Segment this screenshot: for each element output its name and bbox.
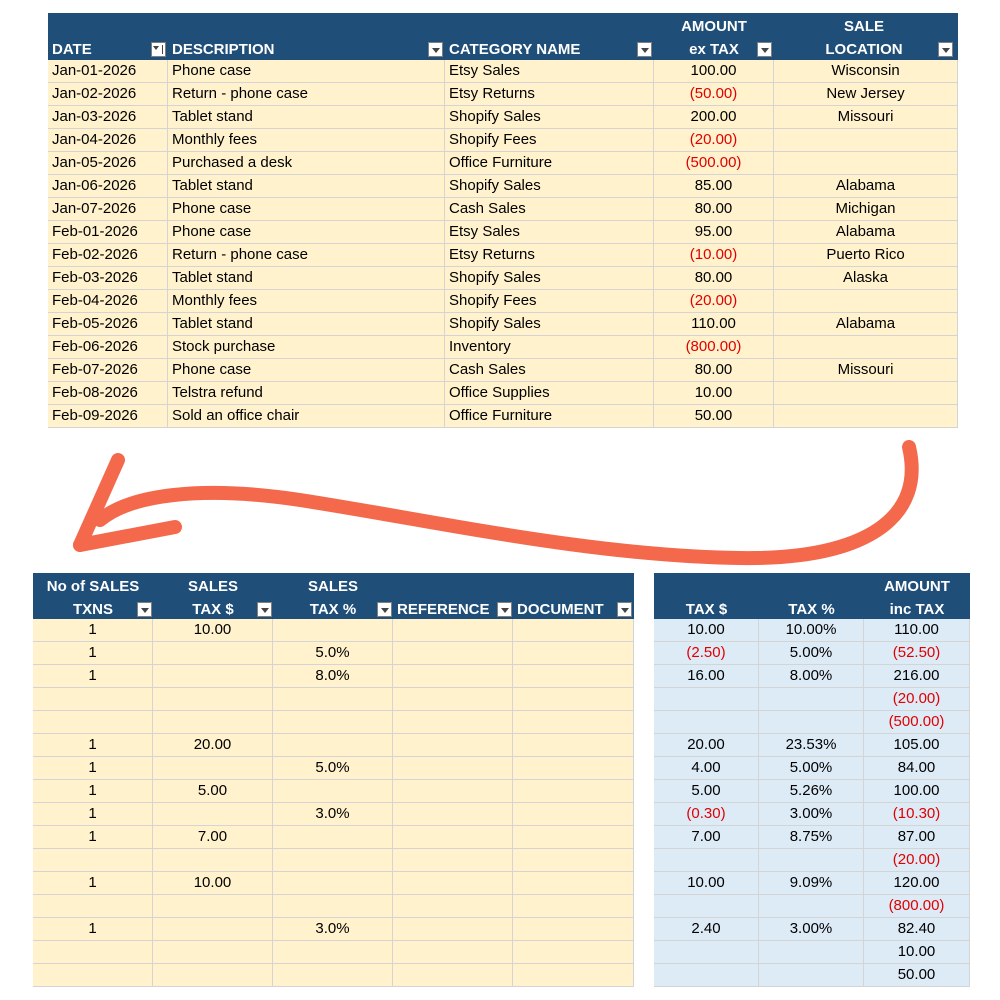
description-cell[interactable]: Monthly fees (168, 290, 445, 313)
sales-tax-dollar-cell[interactable] (153, 895, 273, 918)
table-row (654, 895, 970, 918)
sales-tax-percent-cell[interactable] (273, 826, 393, 849)
sales-txns-cell[interactable] (33, 688, 153, 711)
header-amount-inc-line1: AMOUNT (884, 578, 950, 595)
tax-percent-cell[interactable]: 10.00% (759, 619, 864, 642)
reference-cell[interactable] (393, 849, 513, 872)
sales-txns-cell[interactable]: 1 (33, 780, 153, 803)
table-row (33, 895, 634, 918)
amount-ex-tax-cell[interactable]: 200.00 (654, 106, 774, 129)
header-amount-inc-tax (864, 573, 970, 620)
document-cell[interactable] (513, 711, 634, 734)
amount-inc-tax-cell[interactable]: (20.00) (864, 849, 970, 872)
sales-tax-percent-cell[interactable] (273, 872, 393, 895)
amount-ex-tax-cell[interactable]: (20.00) (654, 129, 774, 152)
category-cell[interactable]: Cash Sales (445, 359, 654, 382)
date-cell[interactable]: Jan-07-2026 (48, 198, 168, 221)
category-cell[interactable]: Office Furniture (445, 405, 654, 428)
table-row (654, 941, 970, 964)
sales-txns-cell[interactable]: 1 (33, 665, 153, 688)
tax-percent-cell[interactable] (759, 688, 864, 711)
sale-location-cell[interactable]: Missouri (774, 106, 958, 129)
sales-tax-percent-cell[interactable] (273, 734, 393, 757)
amount-ex-tax-cell[interactable]: (500.00) (654, 152, 774, 175)
tax-percent-cell[interactable]: 9.09% (759, 872, 864, 895)
amount-ex-tax-cell[interactable]: 80.00 (654, 359, 774, 382)
tax-dollar-cell[interactable]: (2.50) (654, 642, 759, 665)
category-cell[interactable]: Shopify Sales (445, 175, 654, 198)
document-cell[interactable] (513, 826, 634, 849)
document-cell[interactable] (513, 619, 634, 642)
reference-cell[interactable] (393, 665, 513, 688)
tax-percent-cell[interactable]: 5.00% (759, 642, 864, 665)
header-tax-percent-label: TAX % (788, 601, 835, 618)
header-amount-line1: AMOUNT (681, 18, 747, 35)
sale-location-cell[interactable]: New Jersey (774, 83, 958, 106)
sales-tax-percent-cell[interactable]: 5.0% (273, 757, 393, 780)
document-cell[interactable] (513, 803, 634, 826)
category-cell[interactable]: Inventory (445, 336, 654, 359)
date-cell[interactable]: Feb-07-2026 (48, 359, 168, 382)
date-cell[interactable]: Feb-04-2026 (48, 290, 168, 313)
amount-ex-tax-cell[interactable]: 110.00 (654, 313, 774, 336)
table-row (33, 711, 634, 734)
description-cell[interactable]: Tablet stand (168, 106, 445, 129)
date-cell[interactable]: Jan-06-2026 (48, 175, 168, 198)
reference-cell[interactable] (393, 803, 513, 826)
amount-ex-tax-cell[interactable]: 95.00 (654, 221, 774, 244)
sales-tax-dollar-cell[interactable] (153, 964, 273, 987)
bottom-right-table-header (654, 573, 970, 620)
tax-percent-cell[interactable] (759, 964, 864, 987)
tax-dollar-cell[interactable] (654, 941, 759, 964)
sales-txns-cell[interactable]: 1 (33, 826, 153, 849)
sales-tax-percent-cell[interactable]: 3.0% (273, 918, 393, 941)
sales-tax-dollar-cell[interactable] (153, 665, 273, 688)
tax-percent-cell[interactable] (759, 849, 864, 872)
tax-dollar-cell[interactable] (654, 964, 759, 987)
filter-dropdown-icon[interactable] (617, 602, 632, 617)
sales-txns-cell[interactable]: 1 (33, 803, 153, 826)
description-cell[interactable]: Tablet stand (168, 175, 445, 198)
table-row (654, 780, 970, 803)
tax-percent-cell[interactable] (759, 895, 864, 918)
amount-ex-tax-cell[interactable]: 80.00 (654, 198, 774, 221)
header-category-label: CATEGORY NAME (449, 41, 581, 58)
sale-location-cell[interactable]: Michigan (774, 198, 958, 221)
tax-percent-cell[interactable]: 3.00% (759, 918, 864, 941)
table-row (33, 619, 634, 642)
sales-tax-percent-cell[interactable] (273, 964, 393, 987)
header-tax-dollar-label: TAX $ (685, 601, 728, 618)
sales-tax-dollar-cell[interactable] (153, 941, 273, 964)
table-row (33, 826, 634, 849)
tax-percent-cell[interactable]: 8.75% (759, 826, 864, 849)
category-cell[interactable]: Shopify Sales (445, 313, 654, 336)
table-row (33, 780, 634, 803)
table-row (33, 918, 634, 941)
description-cell[interactable]: Monthly fees (168, 129, 445, 152)
description-cell[interactable]: Purchased a desk (168, 152, 445, 175)
header-location-line1: SALE (843, 18, 884, 35)
amount-inc-tax-cell[interactable]: (20.00) (864, 688, 970, 711)
reference-cell[interactable] (393, 918, 513, 941)
date-cell[interactable]: Jan-03-2026 (48, 106, 168, 129)
description-cell[interactable]: Phone case (168, 60, 445, 83)
table-row (654, 688, 970, 711)
header-description-label: DESCRIPTION (172, 41, 275, 58)
date-cell[interactable]: Feb-06-2026 (48, 336, 168, 359)
date-cell[interactable]: Feb-02-2026 (48, 244, 168, 267)
amount-ex-tax-cell[interactable]: 85.00 (654, 175, 774, 198)
sales-tax-dollar-cell[interactable] (153, 642, 273, 665)
table-row (654, 803, 970, 826)
header-tax-percent (759, 573, 864, 620)
sale-location-cell[interactable]: Missouri (774, 359, 958, 382)
date-cell[interactable]: Jan-02-2026 (48, 83, 168, 106)
description-cell[interactable]: Return - phone case (168, 83, 445, 106)
sale-location-cell[interactable]: Alabama (774, 313, 958, 336)
date-cell[interactable]: Feb-08-2026 (48, 382, 168, 405)
sales-tax-dollar-cell[interactable]: 20.00 (153, 734, 273, 757)
table-row (654, 734, 970, 757)
sales-txns-cell[interactable]: 1 (33, 918, 153, 941)
reference-cell[interactable] (393, 872, 513, 895)
sales-tax-percent-cell[interactable] (273, 849, 393, 872)
category-cell[interactable]: Shopify Sales (445, 267, 654, 290)
reference-cell[interactable] (393, 711, 513, 734)
table-row (654, 918, 970, 941)
sales-tax-percent-cell[interactable]: 8.0% (273, 665, 393, 688)
reference-cell[interactable] (393, 619, 513, 642)
tax-percent-cell[interactable]: 3.00% (759, 803, 864, 826)
reference-cell[interactable] (393, 895, 513, 918)
amount-inc-tax-cell[interactable]: (10.30) (864, 803, 970, 826)
document-cell[interactable] (513, 780, 634, 803)
reference-cell[interactable] (393, 642, 513, 665)
sales-txns-cell[interactable] (33, 964, 153, 987)
category-cell[interactable]: Shopify Fees (445, 129, 654, 152)
header-reference-label: REFERENCE (397, 601, 490, 618)
tax-percent-cell[interactable] (759, 941, 864, 964)
date-cell[interactable]: Feb-01-2026 (48, 221, 168, 244)
amount-ex-tax-cell[interactable]: (50.00) (654, 83, 774, 106)
tax-percent-cell[interactable]: 5.00% (759, 757, 864, 780)
amount-ex-tax-cell[interactable]: 10.00 (654, 382, 774, 405)
document-cell[interactable] (513, 872, 634, 895)
table-row (33, 803, 634, 826)
amount-ex-tax-cell[interactable]: (800.00) (654, 336, 774, 359)
table-row (33, 849, 634, 872)
description-cell[interactable]: Sold an office chair (168, 405, 445, 428)
header-sales-tax-percent (273, 573, 393, 620)
description-cell[interactable]: Phone case (168, 198, 445, 221)
sales-tax-dollar-cell[interactable] (153, 757, 273, 780)
tax-dollar-cell[interactable] (654, 688, 759, 711)
filter-dropdown-icon[interactable] (257, 602, 272, 617)
table-row (654, 757, 970, 780)
table-row (33, 757, 634, 780)
document-cell[interactable] (513, 941, 634, 964)
category-cell[interactable]: Etsy Sales (445, 60, 654, 83)
document-cell[interactable] (513, 964, 634, 987)
amount-inc-tax-cell[interactable]: (800.00) (864, 895, 970, 918)
table-row (33, 941, 634, 964)
reference-cell[interactable] (393, 964, 513, 987)
sales-txns-cell[interactable]: 1 (33, 734, 153, 757)
sales-tax-percent-cell[interactable] (273, 895, 393, 918)
header-location-line2: LOCATION (825, 41, 903, 58)
sales-tax-dollar-cell[interactable] (153, 688, 273, 711)
header-tax-dollar (654, 573, 759, 620)
filter-dropdown-icon[interactable] (497, 602, 512, 617)
amount-ex-tax-cell[interactable]: 50.00 (654, 405, 774, 428)
amount-inc-tax-cell[interactable]: 10.00 (864, 941, 970, 964)
amount-inc-tax-cell[interactable]: (52.50) (864, 642, 970, 665)
sales-txns-cell[interactable]: 1 (33, 642, 153, 665)
tax-dollar-cell[interactable] (654, 895, 759, 918)
amount-inc-tax-cell[interactable]: 50.00 (864, 964, 970, 987)
table-row (33, 872, 634, 895)
sale-location-cell[interactable]: Puerto Rico (774, 244, 958, 267)
reference-cell[interactable] (393, 757, 513, 780)
tax-dollar-cell[interactable] (654, 711, 759, 734)
table-row (654, 849, 970, 872)
category-cell[interactable]: Etsy Returns (445, 244, 654, 267)
category-cell[interactable]: Etsy Sales (445, 221, 654, 244)
sales-txns-cell[interactable] (33, 895, 153, 918)
description-cell[interactable]: Telstra refund (168, 382, 445, 405)
header-amount-line2: ex TAX (689, 41, 739, 58)
table-row (654, 872, 970, 895)
sales-tax-percent-cell[interactable] (273, 688, 393, 711)
sales-tax-dollar-cell[interactable] (153, 711, 273, 734)
header-document (513, 573, 634, 620)
table-row (33, 734, 634, 757)
tax-dollar-cell[interactable]: 10.00 (654, 872, 759, 895)
header-txns-line2: TXNS (72, 601, 113, 618)
date-cell[interactable]: Jan-05-2026 (48, 152, 168, 175)
sales-txns-cell[interactable] (33, 941, 153, 964)
category-cell[interactable]: Cash Sales (445, 198, 654, 221)
reference-cell[interactable] (393, 780, 513, 803)
date-cell[interactable]: Feb-03-2026 (48, 267, 168, 290)
amount-inc-tax-cell[interactable]: 82.40 (864, 918, 970, 941)
filter-dropdown-icon[interactable] (137, 602, 152, 617)
table-row (654, 665, 970, 688)
tax-dollar-cell[interactable]: 7.00 (654, 826, 759, 849)
document-cell[interactable] (513, 642, 634, 665)
header-amount-inc-line2: inc TAX (889, 601, 945, 618)
description-cell[interactable]: Phone case (168, 221, 445, 244)
tax-dollar-cell[interactable]: (0.30) (654, 803, 759, 826)
header-sales-txns (33, 573, 153, 620)
reference-cell[interactable] (393, 941, 513, 964)
header-taxd-line2: TAX $ (192, 601, 234, 618)
header-document-label: DOCUMENT (517, 601, 604, 618)
sale-location-cell[interactable]: Alaska (774, 267, 958, 290)
sales-txns-cell[interactable]: 1 (33, 757, 153, 780)
document-cell[interactable] (513, 688, 634, 711)
sales-tax-dollar-cell[interactable] (153, 803, 273, 826)
tax-percent-cell[interactable]: 23.53% (759, 734, 864, 757)
tax-percent-cell[interactable] (759, 711, 864, 734)
sales-tax-dollar-cell[interactable]: 10.00 (153, 872, 273, 895)
table-row (654, 826, 970, 849)
sale-location-cell[interactable]: Alabama (774, 221, 958, 244)
tax-percent-cell[interactable]: 5.26% (759, 780, 864, 803)
amount-inc-tax-cell[interactable]: 87.00 (864, 826, 970, 849)
date-cell[interactable]: Jan-01-2026 (48, 60, 168, 83)
reference-cell[interactable] (393, 688, 513, 711)
description-cell[interactable]: Tablet stand (168, 313, 445, 336)
header-taxp-line2: TAX % (309, 601, 357, 618)
sales-tax-percent-cell[interactable] (273, 941, 393, 964)
sales-txns-cell[interactable]: 1 (33, 872, 153, 895)
sales-tax-dollar-cell[interactable] (153, 849, 273, 872)
table-row (33, 642, 634, 665)
filter-dropdown-icon[interactable] (377, 602, 392, 617)
table-row (33, 665, 634, 688)
description-cell[interactable]: Phone case (168, 359, 445, 382)
category-cell[interactable]: Office Supplies (445, 382, 654, 405)
tax-dollar-cell[interactable] (654, 849, 759, 872)
tax-dollar-cell[interactable]: 10.00 (654, 619, 759, 642)
date-cell[interactable]: Feb-05-2026 (48, 313, 168, 336)
document-cell[interactable] (513, 665, 634, 688)
category-cell[interactable]: Etsy Returns (445, 83, 654, 106)
table-row (654, 642, 970, 665)
header-reference (393, 573, 513, 620)
sales-tax-dollar-cell[interactable]: 7.00 (153, 826, 273, 849)
header-taxp-line1: SALES (307, 578, 358, 595)
table-row (33, 964, 634, 987)
amount-ex-tax-cell[interactable]: (10.00) (654, 244, 774, 267)
sales-tax-percent-cell[interactable] (273, 711, 393, 734)
sale-location-cell[interactable]: Wisconsin (774, 60, 958, 83)
header-taxd-line1: SALES (187, 578, 238, 595)
sales-txns-cell[interactable] (33, 849, 153, 872)
amount-inc-tax-cell[interactable]: 120.00 (864, 872, 970, 895)
document-cell[interactable] (513, 918, 634, 941)
sale-location-cell[interactable]: Alabama (774, 175, 958, 198)
tax-percent-cell[interactable]: 8.00% (759, 665, 864, 688)
bottom-left-table-header (33, 573, 634, 620)
document-cell[interactable] (513, 757, 634, 780)
amount-inc-tax-cell[interactable]: 216.00 (864, 665, 970, 688)
amount-inc-tax-cell[interactable]: (500.00) (864, 711, 970, 734)
tax-dollar-cell[interactable]: 2.40 (654, 918, 759, 941)
amount-inc-tax-cell[interactable]: 84.00 (864, 757, 970, 780)
date-cell[interactable]: Jan-04-2026 (48, 129, 168, 152)
sales-tax-percent-cell[interactable]: 5.0% (273, 642, 393, 665)
category-cell[interactable]: Shopify Fees (445, 290, 654, 313)
document-cell[interactable] (513, 849, 634, 872)
sales-tax-percent-cell[interactable] (273, 619, 393, 642)
tax-dollar-cell[interactable]: 16.00 (654, 665, 759, 688)
description-cell[interactable]: Stock purchase (168, 336, 445, 359)
description-cell[interactable]: Return - phone case (168, 244, 445, 267)
sales-txns-cell[interactable]: 1 (33, 619, 153, 642)
sales-tax-dollar-cell[interactable]: 10.00 (153, 619, 273, 642)
amount-ex-tax-cell[interactable]: 100.00 (654, 60, 774, 83)
table-row (654, 711, 970, 734)
amount-inc-tax-cell[interactable]: 105.00 (864, 734, 970, 757)
amount-ex-tax-cell[interactable]: (20.00) (654, 290, 774, 313)
amount-inc-tax-cell[interactable]: 110.00 (864, 619, 970, 642)
tax-dollar-cell[interactable]: 5.00 (654, 780, 759, 803)
table-row (654, 964, 970, 987)
header-date-label: DATE (52, 41, 92, 58)
amount-inc-tax-cell[interactable]: 100.00 (864, 780, 970, 803)
tax-dollar-cell[interactable]: 4.00 (654, 757, 759, 780)
reference-cell[interactable] (393, 826, 513, 849)
description-cell[interactable]: Tablet stand (168, 267, 445, 290)
header-sales-tax-dollar (153, 573, 273, 620)
sales-tax-dollar-cell[interactable]: 5.00 (153, 780, 273, 803)
category-cell[interactable]: Office Furniture (445, 152, 654, 175)
header-txns-line1: No of SALES (46, 578, 140, 595)
amount-ex-tax-cell[interactable]: 80.00 (654, 267, 774, 290)
document-cell[interactable] (513, 895, 634, 918)
sales-tax-percent-cell[interactable] (273, 780, 393, 803)
table-row (654, 619, 970, 642)
sales-tax-percent-cell[interactable]: 3.0% (273, 803, 393, 826)
tax-dollar-cell[interactable]: 20.00 (654, 734, 759, 757)
reference-cell[interactable] (393, 734, 513, 757)
sales-tax-dollar-cell[interactable] (153, 918, 273, 941)
category-cell[interactable]: Shopify Sales (445, 106, 654, 129)
date-cell[interactable]: Feb-09-2026 (48, 405, 168, 428)
document-cell[interactable] (513, 734, 634, 757)
sales-txns-cell[interactable] (33, 711, 153, 734)
table-row (33, 688, 634, 711)
